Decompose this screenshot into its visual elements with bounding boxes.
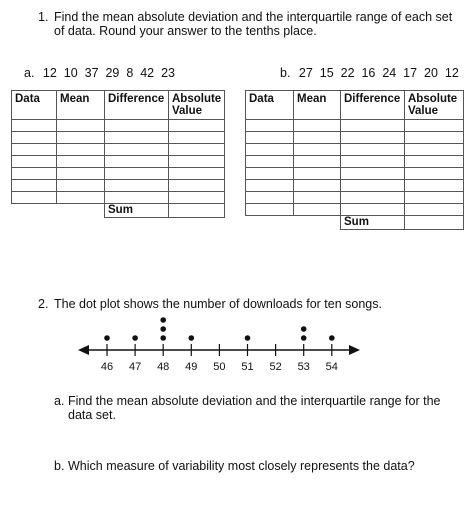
tick-label: 54 [325,361,338,373]
table-a-header-mean: Mean [57,91,105,120]
table-row [12,180,225,192]
tick-label: 52 [269,361,282,373]
data-dot [132,335,138,341]
tick-label: 48 [157,361,170,373]
part-a-label: a. [54,394,65,408]
table-row [246,120,464,132]
table-a-header-absolute-value: Absolute Value [169,91,225,120]
table-a-sum-row [12,204,225,218]
table-row [12,168,225,180]
table-a-sum-value[interactable] [169,204,225,218]
table-a-sum-label: Sum [105,204,169,218]
tick-label: 53 [297,361,310,373]
set-a-label: a. [24,66,35,80]
table-row [246,204,464,216]
question-1-prompt-line1: Find the mean absolute deviation and the interquartile range of each set [54,10,453,24]
table-a-header-data: Data [12,91,57,120]
question-2-number: 2. [38,297,49,311]
part-a-line2: data set. [68,408,116,422]
table-row [12,132,225,144]
table-b-sum-label: Sum [341,216,405,230]
left-arrow-icon [78,345,89,355]
question-1-prompt-line2: of data. Round your answer to the tenths place. [54,24,317,38]
data-dot [160,317,166,323]
table-b [245,90,464,230]
part-a-line1: Find the mean absolute deviation and the interquartile range for the [68,394,441,408]
data-dot [301,335,307,341]
table-row [246,144,464,156]
table-a [11,90,225,218]
table-row [246,180,464,192]
table-a-header-difference: Difference [105,91,169,120]
set-b-data: 27 15 22 16 24 17 20 12 [298,66,459,80]
table-row [246,192,464,204]
question-1-number: 1. [38,10,49,24]
table-b-header-data: Data [246,91,294,120]
table-row [12,120,225,132]
data-dot [160,335,166,341]
data-dot [245,335,251,341]
table-b-sum-value[interactable] [405,216,464,230]
table-b-header-mean: Mean [294,91,341,120]
part-b-text: Which measure of variability most closely represents the data? [68,459,415,473]
table-row [246,156,464,168]
table-row [12,192,225,204]
table-row [246,168,464,180]
tick-label: 47 [128,361,142,373]
data-dot [329,335,335,341]
set-b-label: b. [280,66,291,80]
table-row [246,132,464,144]
data-dot [189,335,195,341]
tick-label: 46 [100,361,114,373]
set-a-data: 12 10 37 29 8 42 23 [42,66,175,80]
dot-plot [70,310,370,375]
table-b-header-absolute-value: Absolute Value [405,91,464,120]
table-row [12,156,225,168]
set-b-values [280,66,459,80]
set-a-values [24,66,175,80]
data-dot [104,335,110,341]
table-b-sum-row [246,216,464,230]
part-b-label: b. [54,459,65,473]
table-row [12,144,225,156]
tick-label: 51 [241,361,254,373]
tick-label: 49 [185,361,198,373]
tick-label: 50 [213,361,226,373]
question-2-prompt: The dot plot shows the number of downloads for ten songs. [54,297,382,311]
data-dot [301,326,307,332]
data-dot [160,326,166,332]
table-b-header-difference: Difference [341,91,405,120]
right-arrow-icon [349,345,360,355]
